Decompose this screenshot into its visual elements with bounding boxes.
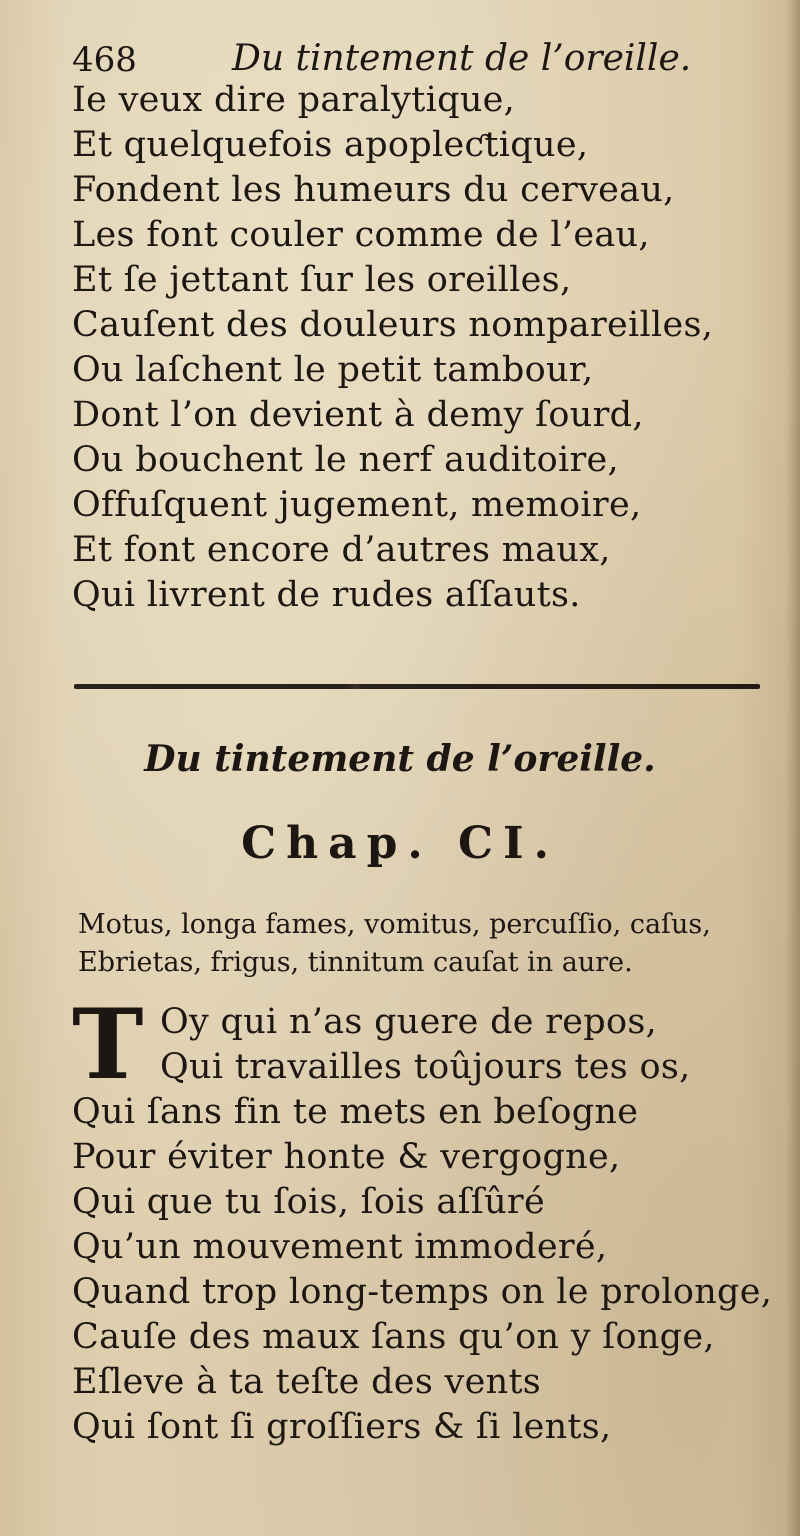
verse-line: Pour éviter honte & vergogne, (72, 1137, 621, 1177)
verse-line: Eſleve à ta teſte des vents (72, 1362, 542, 1402)
verse-line: Quand trop long-temps on le prolonge, (72, 1272, 773, 1312)
verse-line: Qui travailles toûjours tes os, (160, 1047, 691, 1087)
verse-line: Et font encore d’autres maux, (72, 530, 611, 570)
verse-line: Ie veux dire paralytique, (72, 80, 516, 120)
epigraph (78, 906, 711, 982)
verse-line: Qui ſont ſi groſſiers & ſi lents, (72, 1407, 612, 1447)
chapter-number: Chap. CI. (241, 818, 559, 869)
running-head: Du tintement de l’oreille. (232, 38, 692, 79)
verse-line: Et ſe jettant ſur les oreilles, (72, 260, 572, 300)
verse-top (72, 78, 713, 618)
verse-line: Qui que tu ſois, ſois aſſûré (72, 1182, 545, 1222)
epigraph-line: Ebrietas, frigus, tinnitum cauſat in aure. (78, 947, 633, 978)
verse-bottom (72, 988, 773, 1450)
verse-line: Les font couler comme de l’eau, (72, 215, 650, 255)
verse-line: Cauſe des maux ſans qu’on y ſonge, (72, 1317, 715, 1357)
verse-line: Ou laſchent le petit tambour, (72, 350, 594, 390)
verse-line: Qui ſans fin te mets en beſogne (72, 1092, 639, 1132)
verse-line: Fondent les humeurs du cerveau, (72, 170, 675, 210)
chapter-title: Du tintement de l’oreille. (144, 738, 656, 780)
verse-line: Offuſquent jugement, memoire, (72, 485, 642, 525)
verse-line: Qui livrent de rudes aſſauts. (72, 575, 581, 615)
verse-line: Dont l’on devient à demy ſourd, (72, 395, 644, 435)
page-number: 468 (72, 40, 137, 80)
verse-line: Ou bouchent le nerf auditoire, (72, 440, 619, 480)
verse-line: Cauſent des douleurs nompareilles, (72, 305, 714, 345)
drop-cap: T (72, 988, 144, 1101)
verse-line: Et quelquefois apopleƈtique, (72, 125, 589, 165)
section-divider (74, 684, 760, 689)
verse-line: Oy qui n’as guere de repos, (160, 1002, 658, 1042)
epigraph-line: Motus, longa fames, vomitus, percuſſio, caſus, (78, 909, 711, 940)
verse-line: Qu’un mouvement immoderé, (72, 1227, 608, 1267)
